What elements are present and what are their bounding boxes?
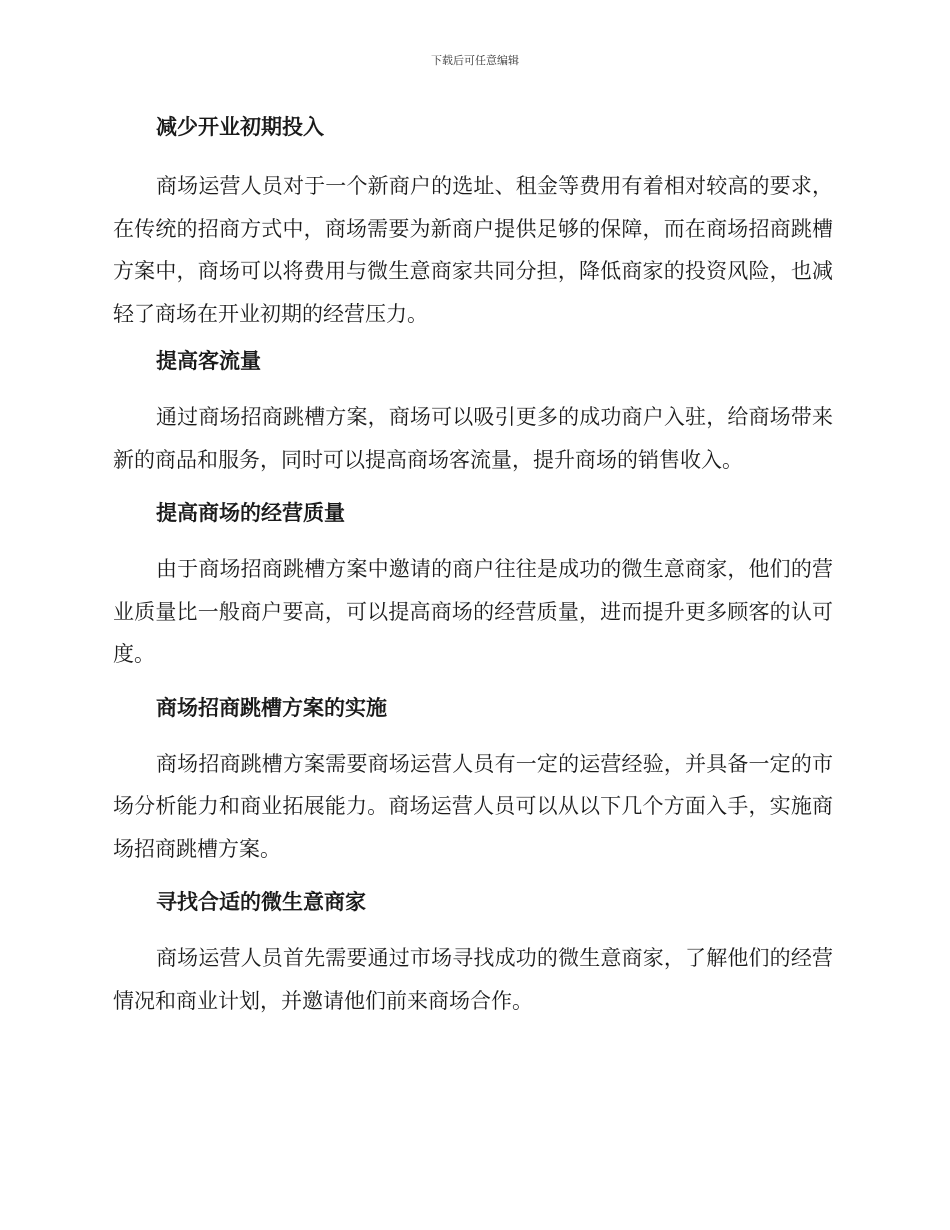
section-paragraph-improve-operating-quality: 由于商场招商跳槽方案中邀请的商户往往是成功的微生意商家，他们的营业质量比一般商户要高，可以提高商场的经营质量，进而提升更多顾客的认可度。 xyxy=(113,557,833,666)
section-heading-plan-implementation: 商场招商跳槽方案的实施 xyxy=(156,694,387,720)
section-paragraph-plan-implementation: 商场招商跳槽方案需要商场运营人员有一定的运营经验，并具备一定的市场分析能力和商业拓展能力。商场运营人员可以从以下几个方面入手，实施商场招商跳槽方案。 xyxy=(113,751,833,861)
page-header: 下载后可任意编辑 xyxy=(431,54,519,67)
section-heading-find-merchants: 寻找合适的微生意商家 xyxy=(156,889,366,914)
section-heading-reduce-initial-investment: 减少开业初期投入 xyxy=(156,114,324,139)
section-paragraph-find-merchants: 商场运营人员首先需要通过市场寻找成功的微生意商家，了解他们的经营情况和商业计划，并邀请他们前来商场合作。 xyxy=(113,946,833,1013)
section-heading-improve-operating-quality: 提高商场的经营质量 xyxy=(156,500,345,525)
section-paragraph-reduce-initial-investment: 商场运营人员对于一个新商户的选址、租金等费用有着相对较高的要求，在传统的招商方式中，商场需要为新商户提供足够的保障，而在商场招商跳槽方案中，商场可以将费用与微生意商家共同分担，降低商家的投资风险，也减轻了商场在开业初期的经营压力。 xyxy=(113,174,833,326)
section-heading-increase-foot-traffic: 提高客流量 xyxy=(156,348,261,373)
document-body xyxy=(113,110,833,1022)
section-paragraph-increase-foot-traffic: 通过商场招商跳槽方案，商场可以吸引更多的成功商户入驻，给商场带来新的商品和服务，同时可以提高商场客流量，提升商场的销售收入。 xyxy=(113,405,833,472)
